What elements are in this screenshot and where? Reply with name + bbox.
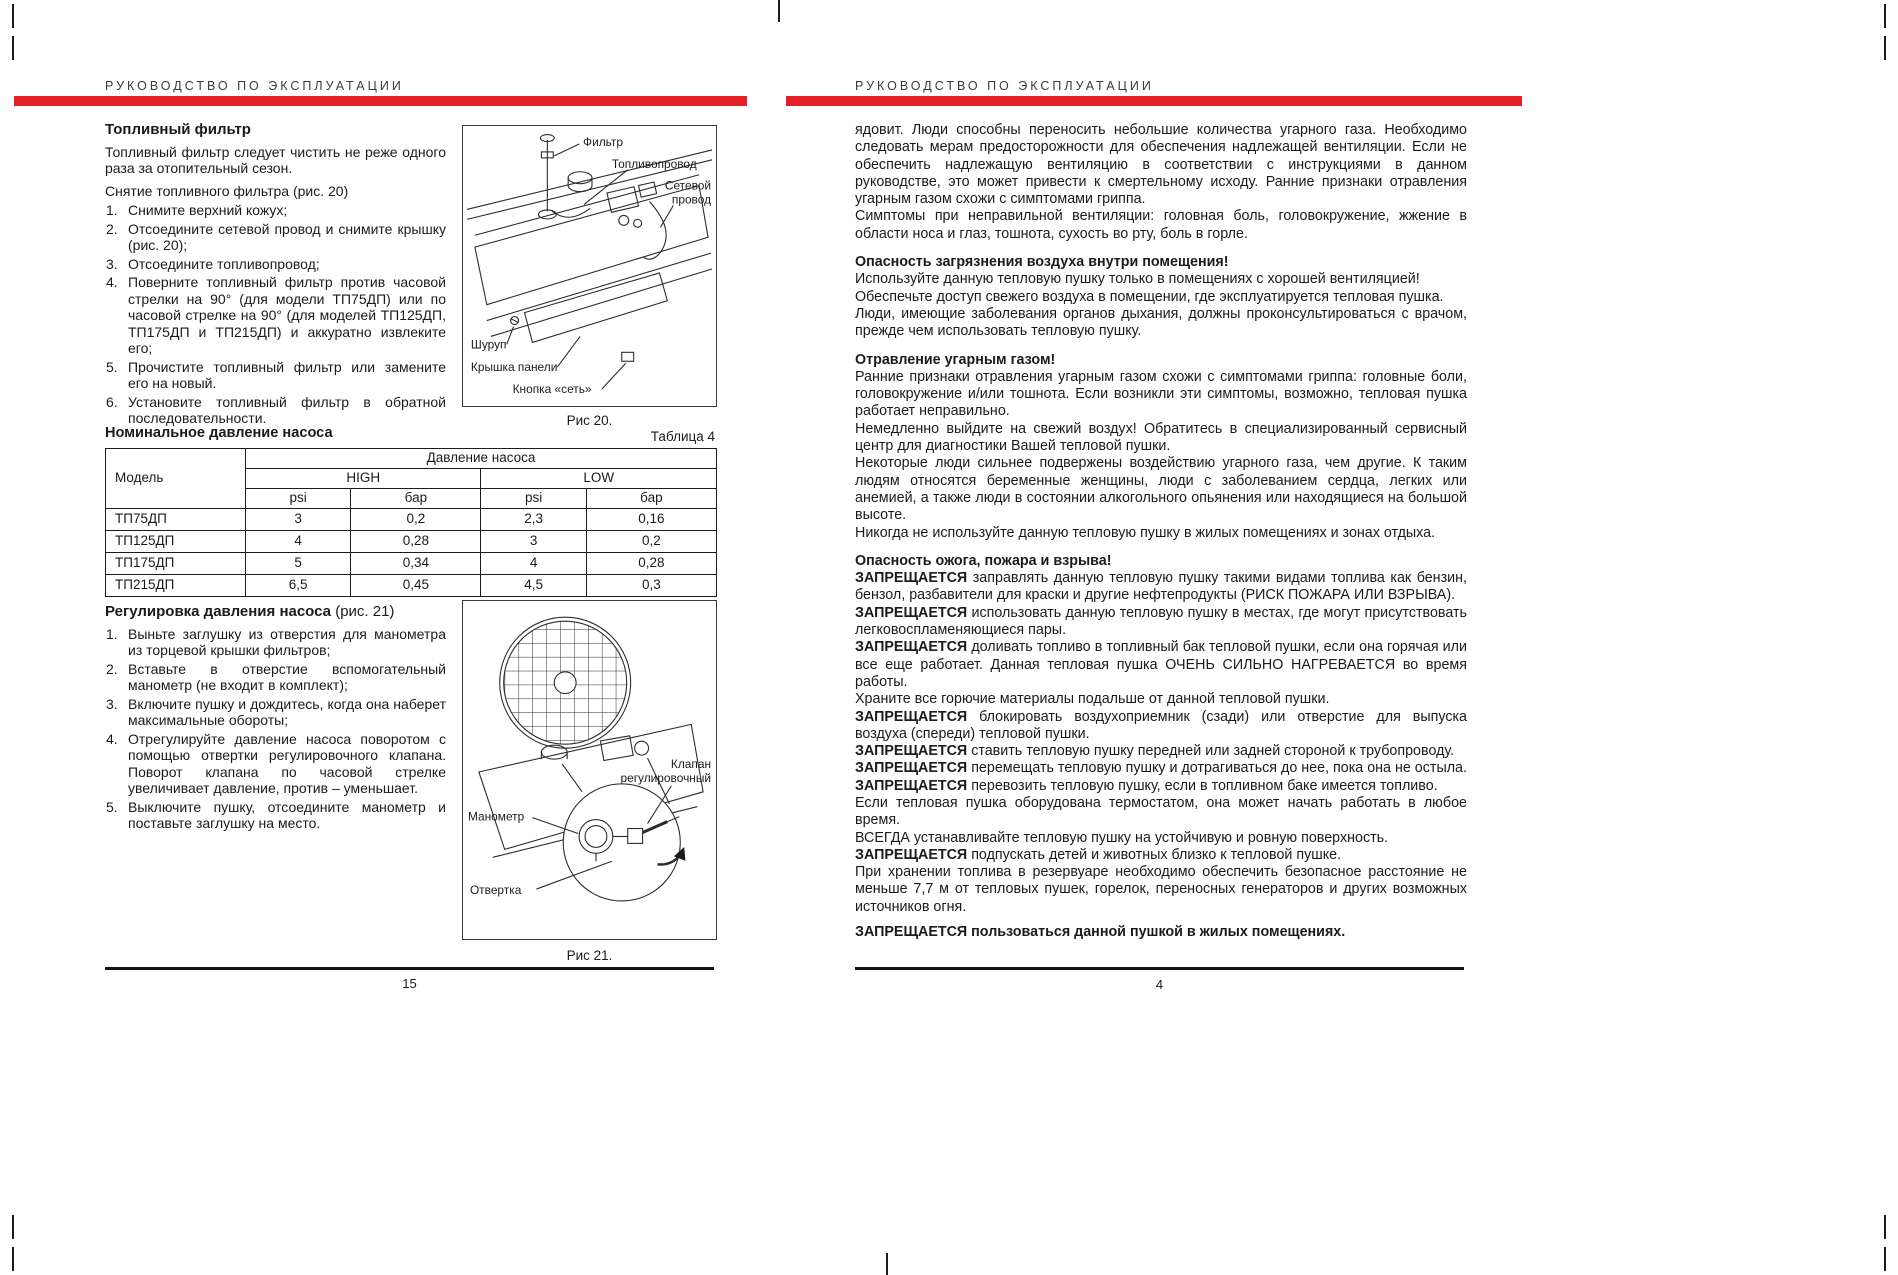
crop-mark xyxy=(1884,1215,1886,1239)
step-item: Вставьте в отверстие вспомогательный манометр (не входит в комплект); xyxy=(128,660,446,693)
prohibition-item xyxy=(855,743,1467,760)
paragraph: Никогда не используйте данную тепловую пушку в жилых помещениях и зонах отдыха. xyxy=(855,524,1436,541)
crop-mark xyxy=(778,0,780,22)
crop-mark xyxy=(1884,1247,1886,1271)
col-header-pressure: Давление насоса xyxy=(246,449,717,469)
page-number-right: 4 xyxy=(1155,977,1164,992)
paragraph: Немедленно выйдите на свежий воздух! Обратитесь в специализированный сервисный центр для диагностики Вашей тепловой пушки. xyxy=(855,420,1467,455)
section-title-adjustment xyxy=(105,604,446,621)
paragraph: Симптомы при неправильной вентиляции: головная боль, головокружение, жжение в области носа и глаз, тошнота, сухость во рту, боль в горле. xyxy=(855,208,1467,242)
col-header-high: HIGH xyxy=(246,469,481,489)
running-head-left: РУКОВОДСТВО ПО ЭКСПЛУАТАЦИИ xyxy=(105,79,404,93)
adjustment-title-ref: (рис. 21) xyxy=(331,603,395,620)
footer-rule-right xyxy=(855,967,1464,970)
cell-high-psi: 3 xyxy=(246,509,351,531)
prohibition-text: Если тепловая пушка оборудована термостатом, она может начать работать в любое время. xyxy=(855,794,1467,829)
page-left xyxy=(105,122,717,1017)
prohibition-item xyxy=(855,639,1467,691)
prohibition-keyword: ЗАПРЕЩАЕТСЯ xyxy=(855,777,968,794)
adjustment-section xyxy=(105,604,446,834)
fig21-label-gauge: Манометр xyxy=(467,809,525,824)
paragraph: Люди, имеющие заболевания органов дыхания, должны проконсультироваться с врачом, прежде чем использовать тепловую пушку. xyxy=(855,305,1467,340)
fig20-label-fuel-line: Топливопровод xyxy=(611,156,697,171)
fig21-label-screwdriver: Отвертка xyxy=(469,883,522,898)
crop-mark xyxy=(12,1247,14,1271)
figure-21-drawing xyxy=(463,601,716,939)
cell-low-bar: 0,2 xyxy=(586,531,716,553)
table-row xyxy=(106,575,717,597)
table-row xyxy=(106,531,717,553)
fig20-label-filter: Фильтр xyxy=(583,134,624,149)
adjustment-title: Регулировка давления насоса xyxy=(105,603,332,620)
final-prohibition: ЗАПРЕЩАЕТСЯ пользоваться данной пушкой в жилых помещениях. xyxy=(855,924,1346,941)
section-title-fuel-filter: Топливный фильтр xyxy=(105,121,251,138)
cell-model: ТП75ДП xyxy=(106,509,246,531)
paragraph: Ранние признаки отравления угарным газом схожи с симптомами гриппа: головные боли, головокружение и/или тошнота. Если возникли эти симптомы, возможно, тепловая пушка работает неправильно. xyxy=(855,368,1467,420)
prohibition-item xyxy=(855,760,1467,777)
prohibition-item xyxy=(855,691,1467,708)
col-header-bar: бар xyxy=(351,489,481,509)
cell-low-psi: 2,3 xyxy=(481,509,586,531)
prohibition-text: подпускать детей и животных близко к тепловой пушке. xyxy=(967,846,1342,863)
prohibition-item xyxy=(855,864,1467,916)
figure-20-drawing xyxy=(463,126,716,406)
pressure-table-label: Таблица 4 xyxy=(650,429,715,444)
table-row xyxy=(106,509,717,531)
running-head-right: РУКОВОДСТВО ПО ЭКСПЛУАТАЦИИ xyxy=(855,79,1154,93)
figure-20-caption: Рис 20. xyxy=(566,413,613,428)
cell-low-psi: 4,5 xyxy=(481,575,586,597)
paragraph: ядовит. Люди способны переносить небольшие количества угарного газа. Необходимо следовать мерам предосторожности для обеспечения надлежащей вентиляции. Если не обеспечить надлежащую вентиляцию в соответствии с инструкциями в данном руководстве, это может привести к смертельному исходу. Ранние признаки отравления угарным газом схожи с симптомами гриппа. xyxy=(855,122,1467,208)
prohibition-text: перевозить тепловую пушку, если в топливном баке имеется топливо. xyxy=(967,777,1438,794)
fig20-label-screw: Шуруп xyxy=(470,337,507,352)
paragraph: Используйте данную тепловую пушку только в помещениях с хорошей вентиляцией! xyxy=(855,271,1420,288)
crop-mark xyxy=(12,4,14,28)
fig20-label-power-cord-1: Сетевой xyxy=(664,178,712,193)
prohibition-keyword: ЗАПРЕЩАЕТСЯ xyxy=(855,570,968,587)
fig21-label-valve-2: регулировочный xyxy=(620,770,712,785)
crop-mark xyxy=(12,36,14,60)
section-heading-air: Опасность загрязнения воздуха внутри помещения! xyxy=(855,254,1229,271)
prohibition-item xyxy=(855,570,1467,605)
right-text-column xyxy=(855,122,1467,941)
prohibition-item xyxy=(855,847,1467,864)
removal-subtitle: Снятие топливного фильтра (рис. 20) xyxy=(105,182,349,199)
removal-steps-list xyxy=(105,202,446,427)
step-item: Отрегулируйте давление насоса поворотом с помощью отвертки регулировочного клапана. Поворот клапана по часовой стрелке увеличивает давление, против – уменьшает. xyxy=(128,730,446,796)
step-item: Снимите верхний кожух; xyxy=(128,202,288,218)
pressure-table-title: Номинальное давление насоса xyxy=(105,425,333,441)
prohibition-text: ВСЕГДА устанавливайте тепловую пушку на устойчивую и ровную поверхность. xyxy=(855,829,1389,846)
prohibition-item xyxy=(855,830,1467,847)
crop-mark xyxy=(1884,4,1886,28)
cell-high-psi: 5 xyxy=(246,553,351,575)
crop-mark xyxy=(886,1253,888,1275)
col-header-bar: бар xyxy=(586,489,716,509)
prohibition-keyword: ЗАПРЕЩАЕТСЯ xyxy=(855,639,968,656)
step-item: Включите пушку и дождитесь, когда она наберет максимальные обороты; xyxy=(128,695,446,728)
figure-20 xyxy=(462,125,717,407)
prohibition-keyword: ЗАПРЕЩАЕТСЯ xyxy=(855,708,968,725)
cell-high-bar: 0,34 xyxy=(351,553,481,575)
table-row xyxy=(106,553,717,575)
fig20-label-power-cord-2: провод xyxy=(671,192,712,207)
prohibition-keyword: ЗАПРЕЩАЕТСЯ xyxy=(855,743,968,760)
cell-high-psi: 6,5 xyxy=(246,575,351,597)
prohibition-text: перемещать тепловую пушку и дотрагиваться до нее, пока она не остыла. xyxy=(967,760,1467,777)
crop-mark xyxy=(1884,36,1886,60)
cell-high-bar: 0,28 xyxy=(351,531,481,553)
cell-low-psi: 4 xyxy=(481,553,586,575)
col-header-low: LOW xyxy=(481,469,717,489)
footer-rule-left xyxy=(105,967,714,970)
pump-pressure-table xyxy=(105,448,717,597)
col-header-psi: psi xyxy=(481,489,586,509)
prohibition-item xyxy=(855,795,1467,830)
prohibition-text: При хранении топлива в резервуаре необходимо обеспечить безопасное расстояние не меньше 7,7 м от тепловых пушек, горелок, переносных генераторов и других возможных источников огня. xyxy=(855,864,1467,915)
prohibition-item xyxy=(855,709,1467,744)
step-item: Установите топливный фильтр в обратной последовательности. xyxy=(128,393,446,426)
step-item: Отсоедините топливопровод; xyxy=(128,255,320,272)
cell-model: ТП125ДП xyxy=(106,531,246,553)
step-item: Выключите пушку, отсоедините манометр и поставьте заглушку на место. xyxy=(128,798,446,831)
cell-low-bar: 0,16 xyxy=(586,509,716,531)
cell-high-psi: 4 xyxy=(246,531,351,553)
cell-low-bar: 0,3 xyxy=(586,575,716,597)
step-item: Отсоедините сетевой провод и снимите крышку (рис. 20); xyxy=(128,220,446,253)
cell-high-bar: 0,45 xyxy=(351,575,481,597)
step-item: Прочистите топливный фильтр или замените его на новый. xyxy=(128,358,446,391)
col-header-model: Модель xyxy=(106,449,246,509)
left-text-column xyxy=(105,122,446,427)
fig20-label-power-button: Кнопка «сеть» xyxy=(512,381,592,396)
prohibition-keyword: ЗАПРЕЩАЕТСЯ xyxy=(855,846,968,863)
cell-high-bar: 0,2 xyxy=(351,509,481,531)
prohibition-text: Храните все горючие материалы подальше от данной тепловой пушки. xyxy=(855,691,1330,708)
prohibition-text: доливать топливо в топливный бак тепловой пушки, если она горячая или все еще работает. Данная тепловая пушка ОЧЕНЬ СИЛЬНО НАГРЕВАЕТСЯ во время работы. xyxy=(855,639,1467,690)
cell-model: ТП215ДП xyxy=(106,575,246,597)
col-header-psi: psi xyxy=(246,489,351,509)
cell-low-psi: 3 xyxy=(481,531,586,553)
adjustment-steps-list xyxy=(105,626,446,832)
fig21-label-valve-1: Клапан xyxy=(670,757,712,772)
prohibition-text: ставить тепловую пушку передней или задней стороной к трубопроводу. xyxy=(967,743,1455,760)
prohibition-item xyxy=(855,605,1467,640)
prohibition-text: заправлять данную тепловую пушку такими видами топлива как бензин, бензол, разбавители для краски и другие нефтепродукты (РИСК ПОЖАРА ИЛИ ВЗРЫВА). xyxy=(855,570,1467,604)
red-rule-left xyxy=(14,96,747,106)
crop-mark xyxy=(12,1215,14,1239)
page-number-left: 15 xyxy=(402,976,417,991)
prohibition-text: блокировать воздухоприемник (сзади) или отверстие для выпуска воздуха (спереди) тепловой пушки. xyxy=(855,708,1467,742)
cell-low-bar: 0,28 xyxy=(586,553,716,575)
paragraph: Обеспечьте доступ свежего воздуха в помещении, где эксплуатируется тепловая пушка. xyxy=(855,288,1444,305)
section-heading-co: Отравление угарным газом! xyxy=(855,351,1056,368)
prohibition-keyword: ЗАПРЕЩАЕТСЯ xyxy=(855,760,968,777)
cell-model: ТП175ДП xyxy=(106,553,246,575)
red-rule-right xyxy=(786,96,1522,106)
figure-21 xyxy=(462,600,717,940)
fuel-filter-intro: Топливный фильтр следует чистить не реже одного раза за отопительный сезон. xyxy=(105,143,446,176)
prohibition-keyword: ЗАПРЕЩАЕТСЯ xyxy=(855,604,968,621)
paragraph: Некоторые люди сильнее подвержены воздействию угарного газа, чем другие. К таким людям относятся беременные женщины, люди с заболеванием сердца, легких или анемией, а также люди в состоянии алкогольного опьянения или находящиеся на большой высоте. xyxy=(855,455,1467,524)
step-item: Поверните топливный фильтр против часовой стрелки на 90° (для модели ТП75ДП) или по часовой стрелке на 90° (для моделей ТП125ДП, ТП175ДП и ТП215ДП) и аккуратно извлеките его; xyxy=(128,274,446,356)
prohibition-item xyxy=(855,778,1467,795)
section-heading-fire: Опасность ожога, пожара и взрыва! xyxy=(855,552,1112,569)
step-item: Выньте заглушку из отверстия для манометра из торцевой крышки фильтров; xyxy=(128,625,446,658)
fig20-label-panel-cover: Крышка панели xyxy=(470,360,558,375)
figure-21-caption: Рис 21. xyxy=(566,948,613,963)
page-right xyxy=(855,122,1467,1017)
prohibition-text: использовать данную тепловую пушку в местах, где могут присутствовать легковоспламеняющиеся пары. xyxy=(855,604,1467,639)
